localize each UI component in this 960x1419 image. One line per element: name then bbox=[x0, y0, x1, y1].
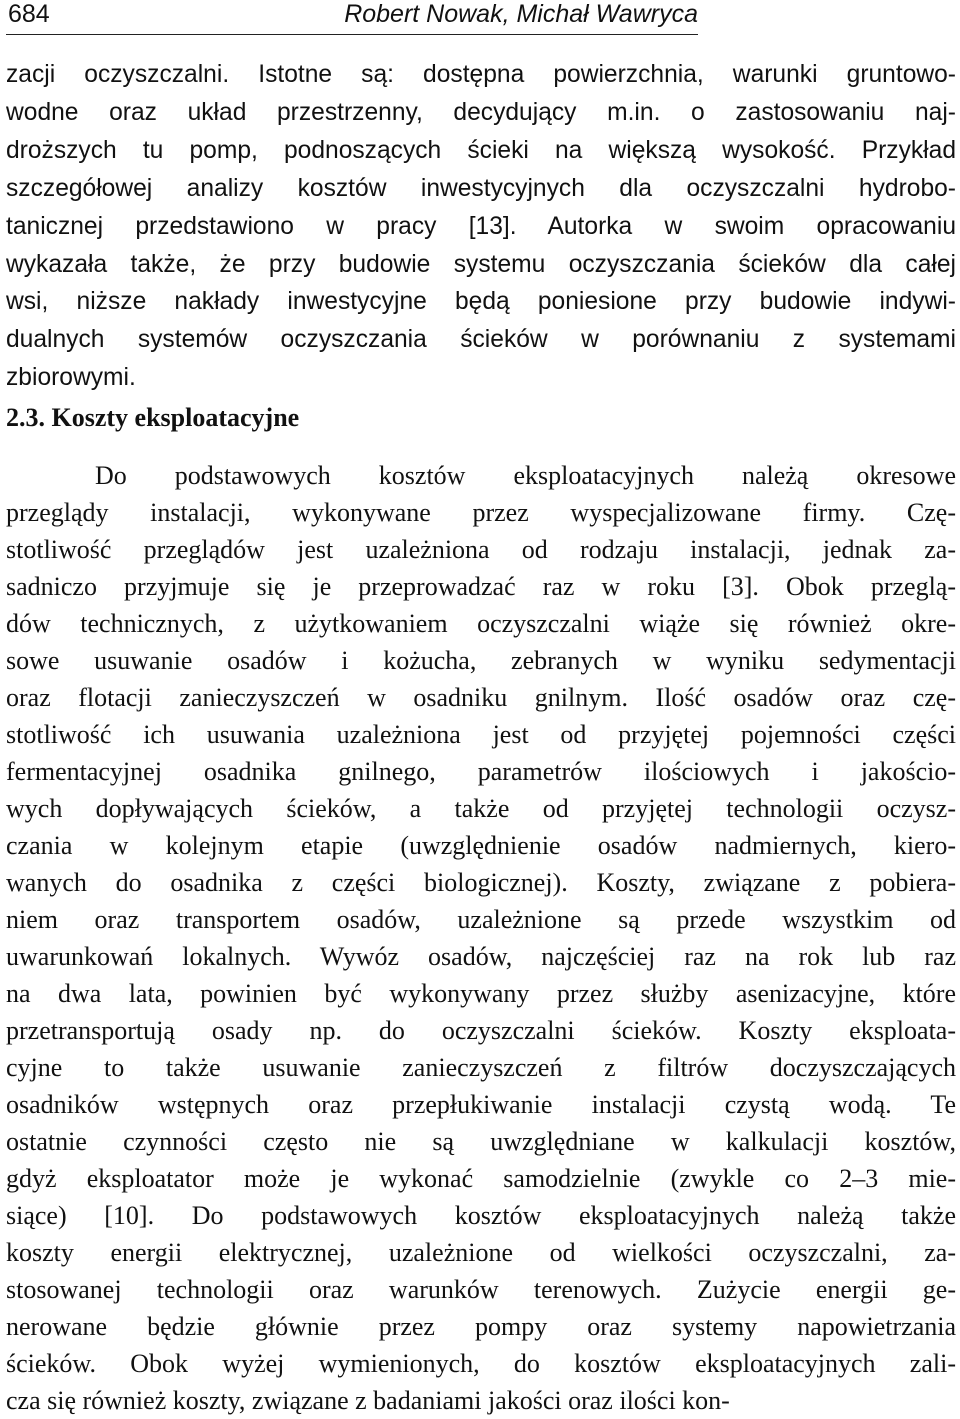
text-line: droższych tu pomp, podnoszących ścieki na większą wysokość. Przykład bbox=[6, 136, 956, 164]
text-line: gdyż eksploatator może je wykonać samodzielnie (zwykle co 2–3 mie- bbox=[6, 1164, 956, 1193]
text-line: niem oraz transportem osadów, uzależnione są przede wszystkim od bbox=[6, 905, 956, 934]
text-line: cyjne to także usuwanie zanieczyszczeń z filtrów doczyszczających bbox=[6, 1053, 956, 1082]
text-line: zacji oczyszczalni. Istotne są: dostępna powierzchnia, warunki gruntowo- bbox=[6, 61, 956, 88]
page-number: 684 bbox=[8, 0, 50, 28]
page-header bbox=[6, 0, 698, 35]
text-line: wsi, niższe nakłady inwestycyjne będą poniesione przy budowie indywi- bbox=[6, 288, 956, 316]
text-line: stosowanej technologii oraz warunków terenowych. Zużycie energii ge- bbox=[6, 1275, 956, 1304]
running-head-authors: Robert Nowak, Michał Wawryca bbox=[344, 0, 698, 28]
text-line: koszty energii elektrycznej, uzależnione od wielkości oczyszczalni, za- bbox=[6, 1238, 956, 1267]
text-line: siące) [10]. Do podstawowych kosztów eksploatacyjnych należą także bbox=[6, 1201, 956, 1230]
text-line: stotliwość ich usuwania uzależniona jest od przyjętej pojemności części bbox=[6, 720, 956, 749]
text-line: szczegółowej analizy kosztów inwestycyjnych dla oczyszczalni hydrobo- bbox=[6, 174, 956, 202]
text-line: oraz flotacji zanieczyszczeń w osadniku gnilnym. Ilość osadów oraz czę- bbox=[6, 683, 956, 712]
text-line: tanicznej przedstawiono w pracy [13]. Autorka w swoim opracowaniu bbox=[6, 212, 956, 240]
text-line: osadników wstępnych oraz przepłukiwanie instalacji czystą wodą. Te bbox=[6, 1090, 956, 1119]
text-line: ostatnie czynności często nie są uwzględniane w kalkulacji kosztów, bbox=[6, 1127, 956, 1156]
section-heading: 2.3. Koszty eksploatacyjne bbox=[6, 403, 300, 432]
text-line: nerowane będzie głównie przez pompy oraz systemy napowietrzania bbox=[6, 1312, 956, 1341]
paragraph-continuation bbox=[6, 56, 956, 397]
text-line: Do podstawowych kosztów eksploatacyjnych należą okresowe bbox=[95, 461, 956, 490]
paragraph-operating-costs bbox=[6, 457, 956, 1419]
text-line: fermentacyjnej osadnika gnilnego, parametrów ilościowych i jakościo- bbox=[6, 757, 956, 786]
text-line: wodne oraz układ przestrzenny, decydujący m.in. o zastosowaniu naj- bbox=[6, 98, 956, 126]
text-line: sadniczo przyjmuje się je przeprowadzać raz w roku [3]. Obok przeglą- bbox=[6, 572, 956, 601]
text-line: sowe usuwanie osadów i kożucha, zebranych w wyniku sedymentacji bbox=[6, 646, 956, 675]
text-line: stotliwość przeglądów jest uzależniona od rodzaju instalacji, jednak za- bbox=[6, 535, 956, 564]
text-line: uwarunkowań lokalnych. Wywóz osadów, najczęściej raz na rok lub raz bbox=[6, 942, 956, 971]
text-line: cza się również koszty, związane z badaniami jakości oraz ilości kon- bbox=[6, 1386, 730, 1415]
text-line: czania w kolejnym etapie (uwzględnienie osadów nadmiernych, kiero- bbox=[6, 831, 956, 860]
text-line: dualnych systemów oczyszczania ścieków w porównaniu z systemami bbox=[6, 326, 956, 354]
text-line: wanych do osadnika z części biologicznej). Koszty, związane z pobiera- bbox=[6, 868, 956, 897]
text-line: przeglądy instalacji, wykonywane przez wyspecjalizowane firmy. Czę- bbox=[6, 498, 956, 527]
text-line: zbiorowymi. bbox=[6, 364, 136, 392]
text-line: przetransportują osady np. do oczyszczalni ścieków. Koszty eksploata- bbox=[6, 1016, 956, 1045]
text-line: ścieków. Obok wyżej wymienionych, do kosztów eksploatacyjnych zali- bbox=[6, 1349, 956, 1378]
text-line: na dwa lata, powinien być wykonywany przez służby asenizacyjne, które bbox=[6, 979, 956, 1008]
text-line: wych dopływających ścieków, a także od przyjętej technologii oczysz- bbox=[6, 794, 956, 823]
text-line: wykazała także, że przy budowie systemu oczyszczania ścieków dla całej bbox=[6, 250, 956, 278]
text-line: dów technicznych, z użytkowaniem oczyszczalni wiąże się również okre- bbox=[6, 609, 956, 638]
